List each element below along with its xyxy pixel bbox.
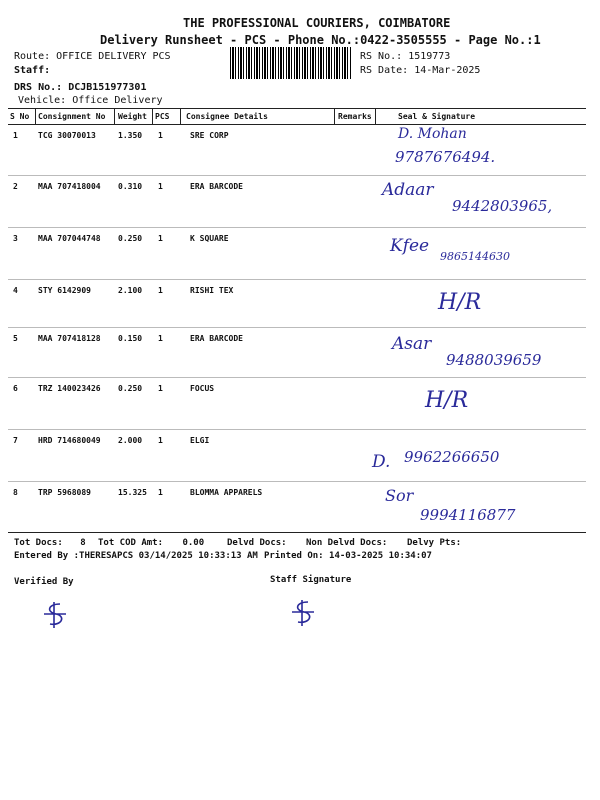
row-consignment: MAA 707044748 bbox=[38, 234, 101, 243]
row-divider bbox=[8, 377, 586, 378]
table-top-border bbox=[8, 108, 586, 109]
row-divider bbox=[8, 327, 586, 328]
row-consignment: HRD 714680049 bbox=[38, 436, 101, 445]
row-consignee: SRE CORP bbox=[190, 131, 229, 140]
non-delvd-docs-label: Non Delvd Docs: bbox=[306, 538, 388, 548]
rs-no-label: RS No.: bbox=[360, 51, 403, 62]
staff-label: Staff: bbox=[14, 65, 51, 76]
vehicle-label: Vehicle: bbox=[18, 95, 67, 106]
header-sno: S No bbox=[10, 112, 30, 121]
row-divider bbox=[8, 481, 586, 482]
col-divider bbox=[114, 108, 115, 124]
row-phone: 9994116877 bbox=[420, 506, 516, 524]
row-signature: H/R bbox=[425, 388, 469, 413]
row-weight: 0.150 bbox=[118, 334, 143, 343]
drs-label: DRS No.: bbox=[14, 82, 63, 93]
row-pcs: 1 bbox=[158, 234, 163, 243]
rs-date-label: RS Date: bbox=[360, 65, 409, 76]
row-weight: 2.000 bbox=[118, 436, 143, 445]
row-sno: 2 bbox=[13, 182, 18, 191]
row-signature: Asar bbox=[392, 334, 432, 354]
col-divider bbox=[375, 108, 376, 124]
row-consignment: TRP 5968089 bbox=[38, 488, 91, 497]
rs-no-value: 1519773 bbox=[408, 51, 451, 62]
staff-signature-mark bbox=[288, 598, 318, 628]
row-consignee: ERA BARCODE bbox=[190, 334, 243, 343]
row-consignee: ELGI bbox=[190, 436, 210, 445]
rs-date-value: 14-Mar-2025 bbox=[414, 65, 481, 76]
row-divider bbox=[8, 227, 586, 228]
header-seal: Seal & Signature bbox=[398, 112, 476, 121]
row-pcs: 1 bbox=[158, 334, 163, 343]
row-weight: 0.310 bbox=[118, 182, 143, 191]
tot-docs bbox=[14, 538, 86, 548]
route-line bbox=[14, 51, 171, 62]
entered-by: Entered By :THERESAPCS 03/14/2025 10:33:13 AM bbox=[14, 551, 258, 561]
vehicle-value: Office Delivery bbox=[72, 95, 163, 106]
row-sno: 3 bbox=[13, 234, 18, 243]
row-weight: 15.325 bbox=[118, 488, 147, 497]
drs-line bbox=[14, 82, 146, 93]
header-remarks: Remarks bbox=[338, 112, 372, 121]
row-consignment: MAA 707418128 bbox=[38, 334, 101, 343]
row-weight: 0.250 bbox=[118, 234, 143, 243]
table-bottom-border bbox=[8, 532, 586, 533]
row-weight: 1.350 bbox=[118, 131, 143, 140]
drs-value: DCJB151977301 bbox=[68, 82, 147, 93]
row-phone: 9442803965, bbox=[452, 197, 553, 215]
row-pcs: 1 bbox=[158, 488, 163, 497]
row-consignee: RISHI TEX bbox=[190, 286, 234, 295]
row-weight: 0.250 bbox=[118, 384, 143, 393]
printed-on: Printed On: 14-03-2025 10:34:07 bbox=[264, 551, 432, 561]
header-consignment: Consignment No bbox=[38, 112, 106, 121]
row-pcs: 1 bbox=[158, 286, 163, 295]
row-signature: D. Mohan bbox=[398, 126, 467, 142]
row-divider bbox=[8, 429, 586, 430]
row-pcs: 1 bbox=[158, 131, 163, 140]
row-sno: 8 bbox=[13, 488, 18, 497]
row-signature: Kfee bbox=[390, 236, 430, 256]
row-signature: H/R bbox=[438, 290, 482, 315]
row-pcs: 1 bbox=[158, 384, 163, 393]
tot-cod-label: Tot COD Amt: bbox=[98, 538, 164, 548]
route-value: OFFICE DELIVERY PCS bbox=[56, 51, 171, 62]
row-divider bbox=[8, 279, 586, 280]
tot-cod-value: 0.00 bbox=[182, 538, 205, 548]
row-phone: 9787676494. bbox=[395, 148, 496, 166]
company-title: THE PROFESSIONAL COURIERS, COIMBATORE bbox=[183, 16, 451, 30]
table-header-border bbox=[8, 124, 586, 125]
row-pcs: 1 bbox=[158, 436, 163, 445]
row-consignee: ERA BARCODE bbox=[190, 182, 243, 191]
row-consignment: TCG 30070013 bbox=[38, 131, 96, 140]
row-consignee: K SQUARE bbox=[190, 234, 229, 243]
row-phone: 9488039659 bbox=[446, 351, 542, 369]
header-consignee: Consignee Details bbox=[186, 112, 268, 121]
row-weight: 2.100 bbox=[118, 286, 143, 295]
tot-docs-label: Tot Docs: bbox=[14, 538, 63, 548]
row-sno: 4 bbox=[13, 286, 18, 295]
tot-docs-value: 8 bbox=[80, 538, 86, 548]
col-divider bbox=[152, 108, 153, 124]
row-phone: 9962266650 bbox=[404, 448, 500, 466]
row-pcs: 1 bbox=[158, 182, 163, 191]
barcode-image bbox=[230, 47, 352, 79]
row-signature: Sor bbox=[385, 486, 414, 505]
row-signature: Adaar bbox=[382, 180, 434, 200]
row-sno: 6 bbox=[13, 384, 18, 393]
row-consignment: STY 6142909 bbox=[38, 286, 91, 295]
rs-date-line bbox=[360, 65, 480, 76]
row-consignment: MAA 707418004 bbox=[38, 182, 101, 191]
route-label: Route: bbox=[14, 51, 51, 62]
runsheet-subtitle: Delivery Runsheet - PCS - Phone No.:0422-3505555 - Page No.:1 bbox=[100, 33, 541, 47]
row-sno: 5 bbox=[13, 334, 18, 343]
col-divider bbox=[35, 108, 36, 124]
delvy-pts-label: Delvy Pts: bbox=[407, 538, 462, 548]
col-divider bbox=[334, 108, 335, 124]
row-consignment: TRZ 140023426 bbox=[38, 384, 101, 393]
verified-signature-mark bbox=[40, 600, 70, 630]
row-consignee: FOCUS bbox=[190, 384, 215, 393]
staff-signature-label: Staff Signature bbox=[270, 575, 352, 585]
row-phone: 9865144630 bbox=[440, 250, 510, 263]
vehicle-line bbox=[18, 95, 163, 106]
header-weight: Weight bbox=[118, 112, 147, 121]
row-signature: D. bbox=[372, 452, 391, 472]
header-pcs: PCS bbox=[155, 112, 170, 121]
row-sno: 1 bbox=[13, 131, 18, 140]
row-divider bbox=[8, 175, 586, 176]
delvd-docs-label: Delvd Docs: bbox=[227, 538, 287, 548]
col-divider bbox=[180, 108, 181, 124]
row-sno: 7 bbox=[13, 436, 18, 445]
tot-cod bbox=[98, 538, 204, 548]
rs-no-line bbox=[360, 51, 450, 62]
row-consignee: BLOMMA APPARELS bbox=[190, 488, 263, 497]
verified-by-label: Verified By bbox=[14, 577, 74, 587]
